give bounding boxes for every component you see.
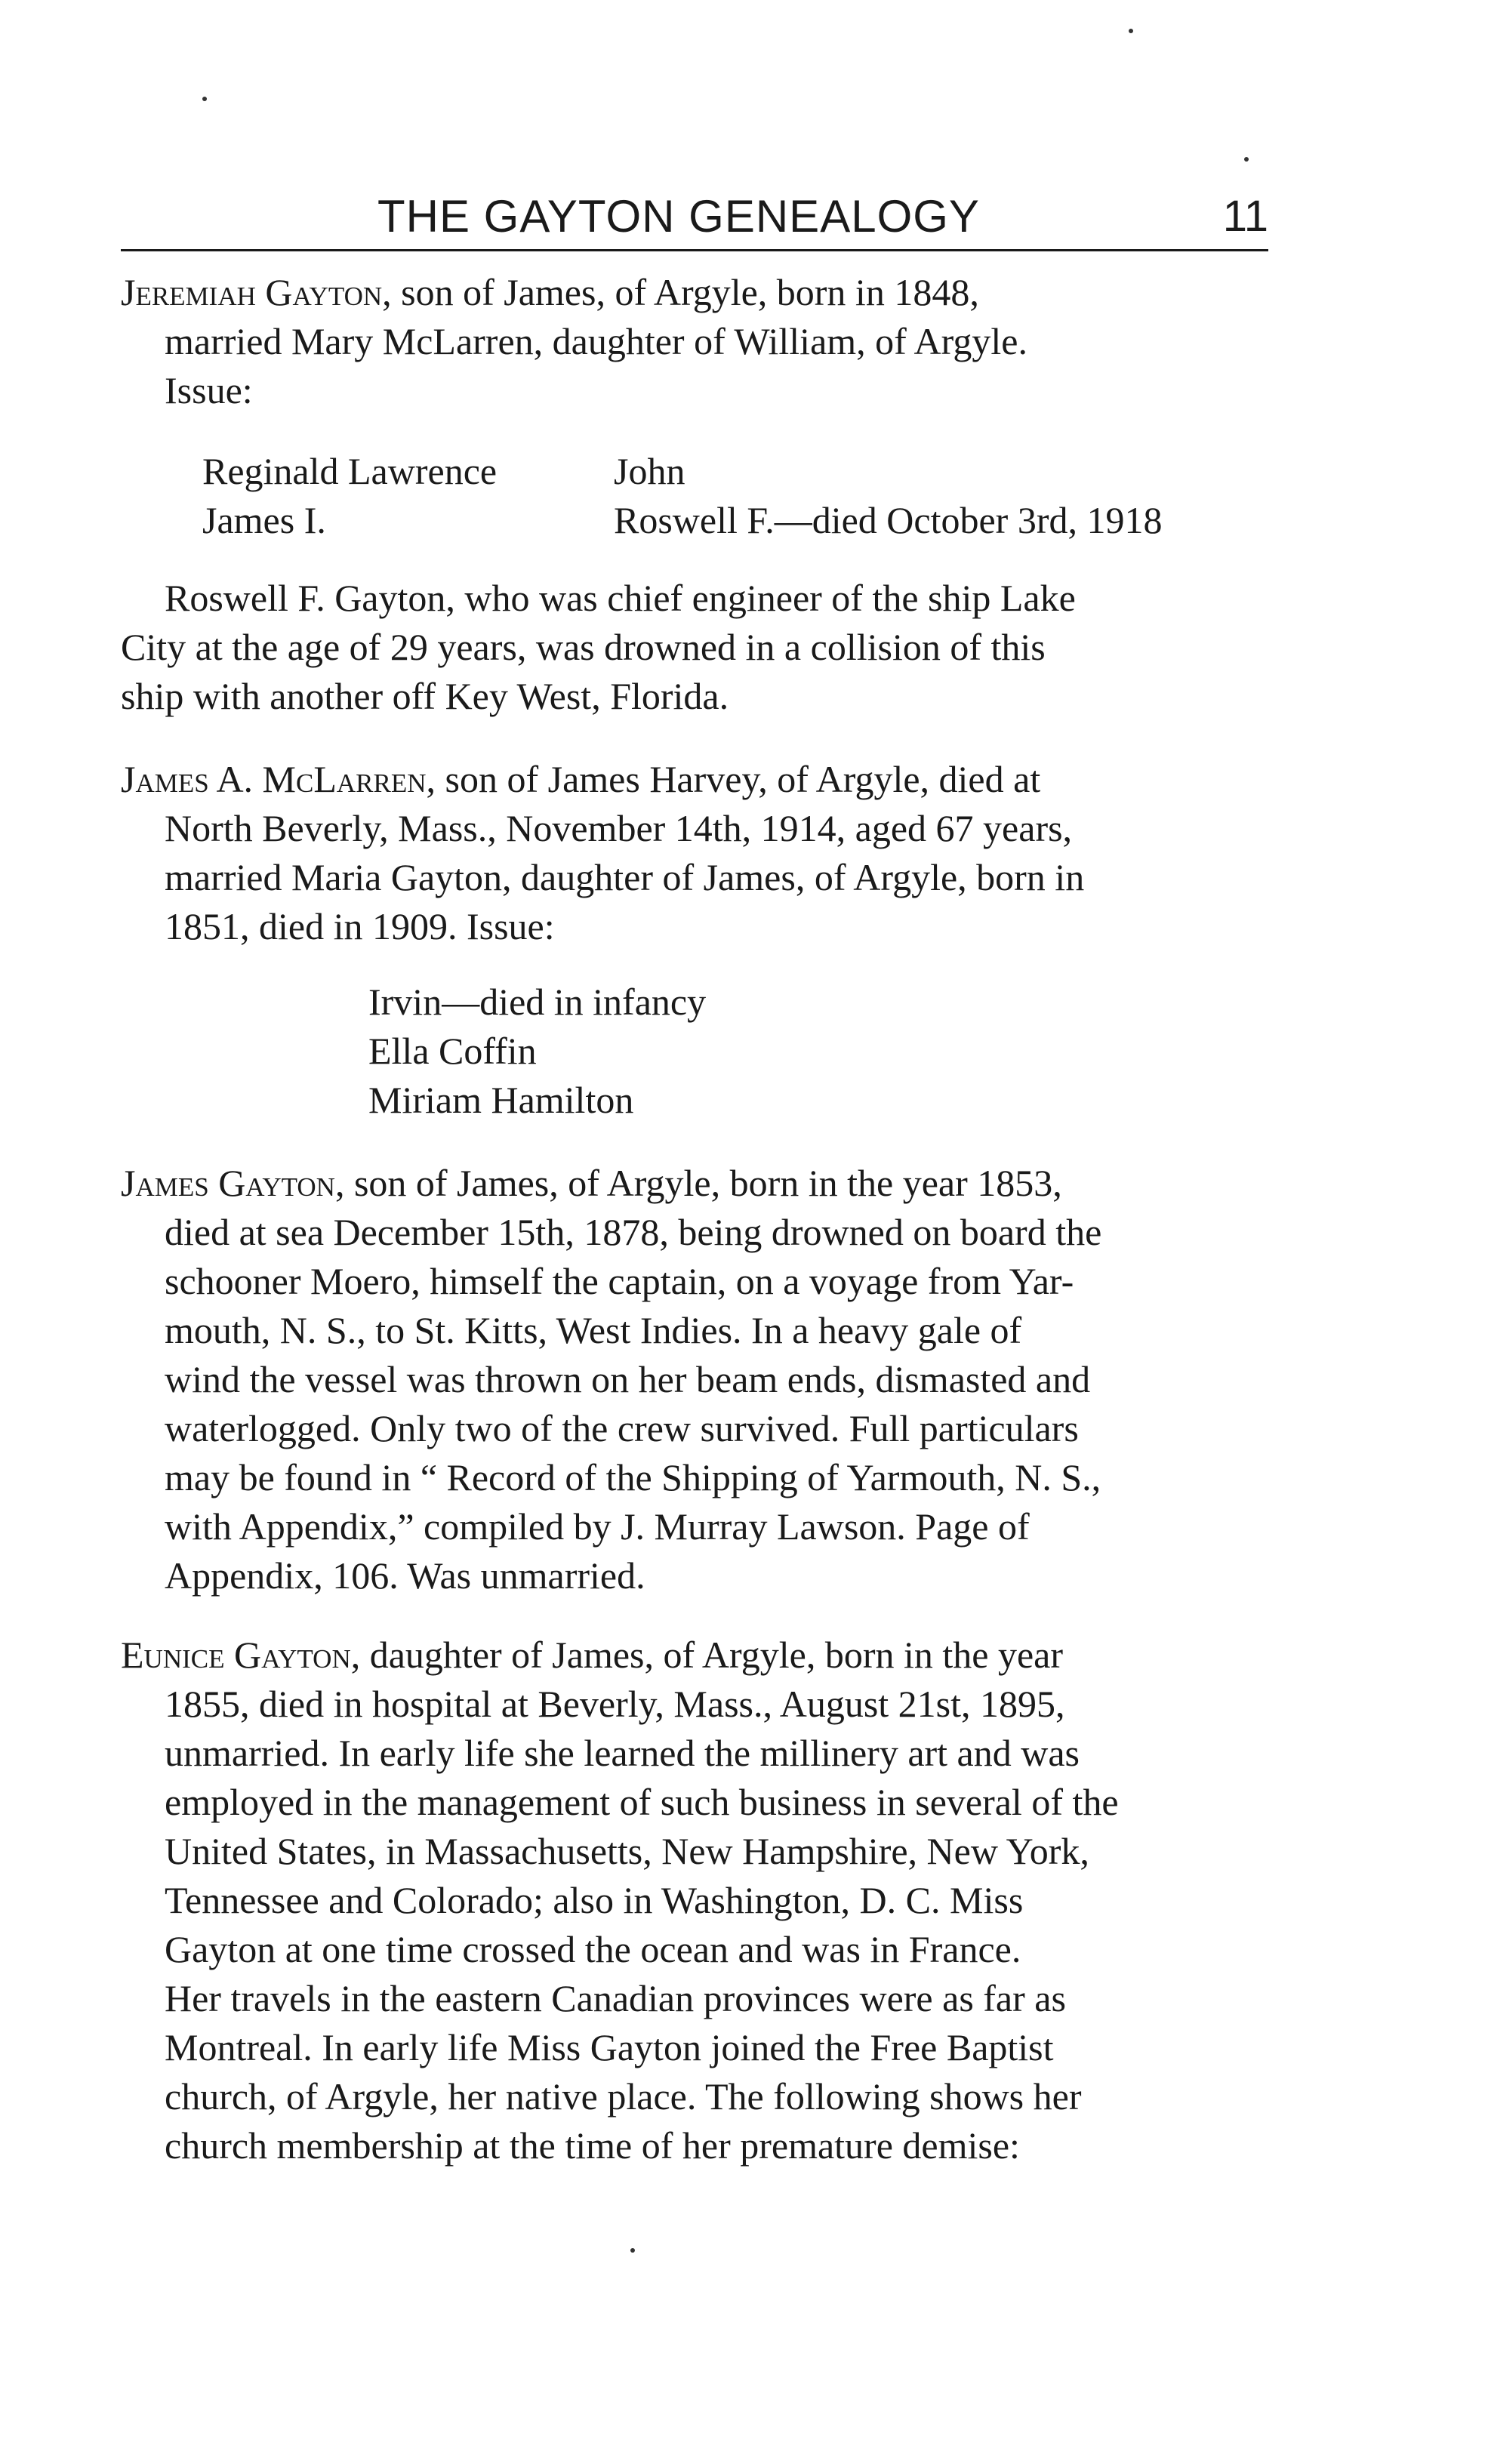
entry-line: 1855, died in hospital at Beverly, Mass., August 21st, 1895, — [165, 1683, 1065, 1725]
scan-speck — [1129, 29, 1133, 33]
header-title: THE GAYTON GENEALOGY — [377, 191, 980, 242]
entry-line: died at sea December 15th, 1878, being drowned on board the — [165, 1211, 1102, 1253]
entry-line: married Maria Gayton, daughter of James, of Argyle, born in — [165, 856, 1085, 898]
entry-name: Jeremiah Gayton — [121, 271, 383, 313]
entry-line: Gayton at one time crossed the ocean and was in France. — [165, 1928, 1021, 1970]
entry-name: Eunice Gayton — [121, 1634, 351, 1676]
entry-james-mclarren — [121, 755, 1268, 951]
issue-name: Reginald Lawrence — [202, 450, 498, 492]
scan-speck — [1244, 157, 1249, 162]
issue-name: Roswell F.—died October 3rd, 1918 — [614, 499, 1163, 541]
page-number: 11 — [1222, 192, 1268, 241]
scan-speck — [630, 2248, 635, 2253]
issue-name: Miriam Hamilton — [368, 1079, 634, 1121]
entry-line: James A. McLarren, son of James Harvey, of Argyle, died at — [121, 758, 1041, 800]
entry-name: James A. McLarren — [121, 758, 427, 800]
note-roswell-gayton — [121, 574, 1076, 721]
issue-list-mclarren — [368, 978, 706, 1125]
entry-line: waterlogged. Only two of the crew survived. Full particulars — [165, 1407, 1079, 1449]
entry-line: employed in the management of such business in several of the — [165, 1781, 1119, 1823]
note-line: ship with another off Key West, Florida. — [121, 675, 729, 717]
entry-line: United States, in Massachusetts, New Hampshire, New York, — [165, 1830, 1089, 1872]
entry-line: with Appendix,” compiled by J. Murray Lawson. Page of — [165, 1505, 1030, 1548]
entry-jeremiah-gayton — [121, 268, 1268, 415]
note-line: City at the age of 29 years, was drowned in a collision of this — [121, 626, 1046, 668]
entry-line: church, of Argyle, her native place. The following shows her — [165, 2075, 1082, 2118]
entry-line: Issue: — [165, 369, 253, 411]
entry-eunice-gayton — [121, 1631, 1268, 2170]
entry-line: James Gayton, son of James, of Argyle, born in the year 1853, — [121, 1162, 1062, 1204]
entry-line: North Beverly, Mass., November 14th, 1914, aged 67 years, — [165, 807, 1073, 849]
entry-line: married Mary McLarren, daughter of William, of Argyle. — [165, 320, 1027, 362]
issue-name: John — [614, 450, 685, 492]
entry-line: 1851, died in 1909. Issue: — [165, 905, 555, 947]
entry-line: Appendix, 106. Was unmarried. — [165, 1554, 645, 1597]
note-line: Roswell F. Gayton, who was chief engineer of the ship Lake — [165, 577, 1076, 619]
entry-line: may be found in “ Record of the Shipping of Yarmouth, N. S., — [165, 1456, 1101, 1498]
entry-line: church membership at the time of her premature demise: — [165, 2124, 1020, 2167]
entry-line: Her travels in the eastern Canadian provinces were as far as — [165, 1977, 1066, 2019]
entry-james-gayton — [121, 1159, 1268, 1600]
entry-line: Jeremiah Gayton, son of James, of Argyle, born in 1848, — [121, 271, 979, 313]
entry-name: James Gayton — [121, 1162, 335, 1204]
entry-line: schooner Moero, himself the captain, on a voyage from Yar- — [165, 1260, 1074, 1302]
entry-line: unmarried. In early life she learned the millinery art and was — [165, 1732, 1080, 1774]
issue-name: James I. — [202, 499, 326, 541]
entry-line: Eunice Gayton, daughter of James, of Argyle, born in the year — [121, 1634, 1063, 1676]
entry-line: mouth, N. S., to St. Kitts, West Indies. In a heavy gale of — [165, 1309, 1022, 1351]
scan-speck — [202, 97, 207, 101]
issue-name: Ella Coffin — [368, 1030, 537, 1072]
running-header — [121, 189, 1268, 251]
entry-line: wind the vessel was thrown on her beam ends, dismasted and — [165, 1358, 1091, 1400]
issue-name: Irvin—died in infancy — [368, 981, 707, 1023]
entry-line: Montreal. In early life Miss Gayton joined the Free Baptist — [165, 2026, 1054, 2068]
entry-line: Tennessee and Colorado; also in Washington, D. C. Miss — [165, 1879, 1024, 1921]
